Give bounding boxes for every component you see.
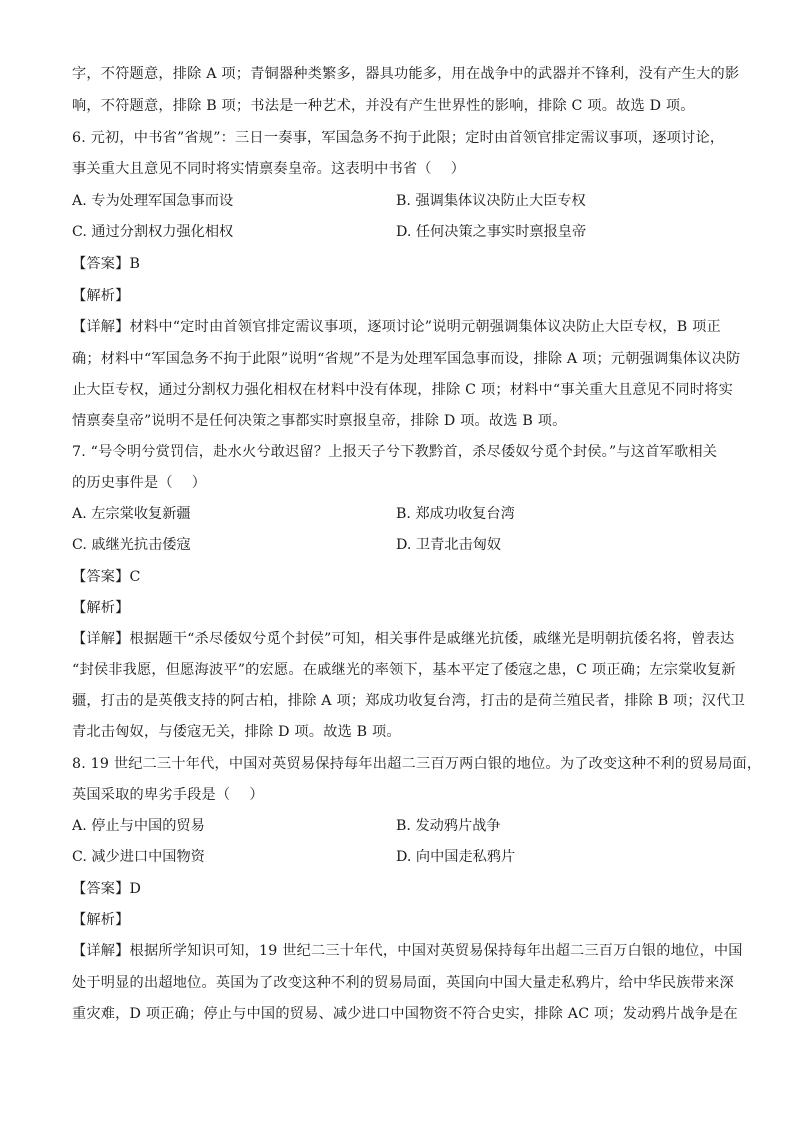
- q7-analysis-heading: 【解析】: [72, 600, 130, 616]
- q8-option-c: C. 减少进口中国物资: [72, 849, 205, 865]
- q7-detail-line-2: “封侯非我愿，但愿海波平”的宏愿。在戚继光的率领下，基本平定了倭寇之患，C 项正确；左宗棠收复新: [72, 662, 736, 678]
- q7-option-c: C. 戚继光抗击倭寇: [72, 537, 191, 553]
- q8-stem-line-1: 8. 19 世纪二三十年代，中国对英贸易保持每年出超二三百万两白银的地位。为了改变这种不利的贸易局面，: [72, 756, 762, 772]
- q7-stem-line-1: 7. “号令明兮赏罚信，赴水火兮敢迟留？上报天子兮下教黔首，杀尽倭奴兮觅个封侯。”与这首军歌相关: [72, 444, 718, 460]
- q8-option-d: D. 向中国走私鸦片: [396, 849, 516, 865]
- q8-stem-line-2: 英国采取的卑劣手段是（ ）: [72, 787, 264, 803]
- q8-detail-line-3: 重灾难，D 项正确；停止与中国的贸易、减少进口中国物资不符合史实，排除 AC 项；发动鸦片战争是在: [72, 1006, 738, 1022]
- q7-answer: 【答案】C: [72, 569, 141, 585]
- q7-detail-line-4: 青北击匈奴，与倭寇无关，排除 D 项。故选 B 项。: [72, 724, 401, 740]
- q7-option-b: B. 郑成功收复台湾: [396, 506, 515, 522]
- q6-detail-line-1: 【详解】材料中“定时由首领官排定需议事项，逐项讨论”说明元朝强调集体议决防止大臣专权，B 项正: [72, 319, 721, 335]
- q8-option-a: A. 停止与中国的贸易: [72, 818, 205, 834]
- q7-option-d: D. 卫青北击匈奴: [396, 537, 502, 553]
- q8-detail-line-1: 【详解】根据所学知识可知，19 世纪二三十年代，中国对英贸易保持每年出超二三百万白银的地位，中国: [72, 943, 743, 959]
- q6-option-d: D. 任何决策之事实时禀报皇帝: [396, 224, 587, 240]
- q6-stem-line-1: 6. 元初，中书省”省规”：三日一奏事，军国急务不拘于此限；定时由首领官排定需议事项，逐项讨论，: [72, 130, 725, 146]
- q7-stem-line-2: 的历史事件是（ ）: [72, 475, 207, 491]
- q8-analysis-heading: 【解析】: [72, 912, 130, 928]
- q7-detail-line-1: 【详解】根据题干“杀尽倭奴兮觅个封侯”可知，相关事件是戚继光抗倭，戚继光是明朝抗倭名将，曾表达: [72, 631, 735, 647]
- q6-option-c: C. 通过分割权力强化相权: [72, 224, 234, 240]
- prev-explanation-line-2: 响，不符题意，排除 B 项；书法是一种艺术，并没有产生世界性的影响，排除 C 项。故选 D 项。: [72, 98, 695, 114]
- q7-option-a: A. 左宗棠收复新疆: [72, 506, 191, 522]
- q6-answer: 【答案】B: [72, 256, 141, 272]
- q6-analysis-heading: 【解析】: [72, 288, 130, 304]
- q8-detail-line-2: 处于明显的出超地位。英国为了改变这种不利的贸易局面，英国向中国大量走私鸦片，给中华民族带来深: [72, 975, 734, 991]
- prev-explanation-line-1: 字，不符题意，排除 A 项；青铜器种类繁多，器具功能多，用在战争中的武器并不锋利，没有产生大的影: [72, 66, 740, 82]
- q7-detail-line-3: 疆，打击的是英俄支持的阿古柏，排除 A 项；郑成功收复台湾，打击的是荷兰殖民者，排除 B 项；汉代卫: [72, 693, 745, 709]
- q6-option-a: A. 专为处理军国急事而设: [72, 193, 234, 209]
- q8-option-b: B. 发动鸦片战争: [396, 818, 501, 834]
- q6-detail-line-3: 止大臣专权，通过分割权力强化相权在材料中没有体现，排除 C 项；材料中“事关重大且意见不同时将实: [72, 382, 733, 398]
- q6-detail-line-4: 情禀奏皇帝”说明不是任何决策之事都实时禀报皇帝，排除 D 项。故选 B 项。: [72, 413, 567, 429]
- q6-stem-line-2: 事关重大且意见不同时将实情禀奏皇帝。这表明中书省（ ）: [72, 161, 466, 177]
- q6-option-b: B. 强调集体议决防止大臣专权: [396, 193, 586, 209]
- q6-detail-line-2: 确；材料中“军国急务不拘于此限”说明“省规”不是为处理军国急事而设，排除 A 项；元朝强调集体议决防: [72, 351, 741, 367]
- q8-answer: 【答案】D: [72, 881, 142, 897]
